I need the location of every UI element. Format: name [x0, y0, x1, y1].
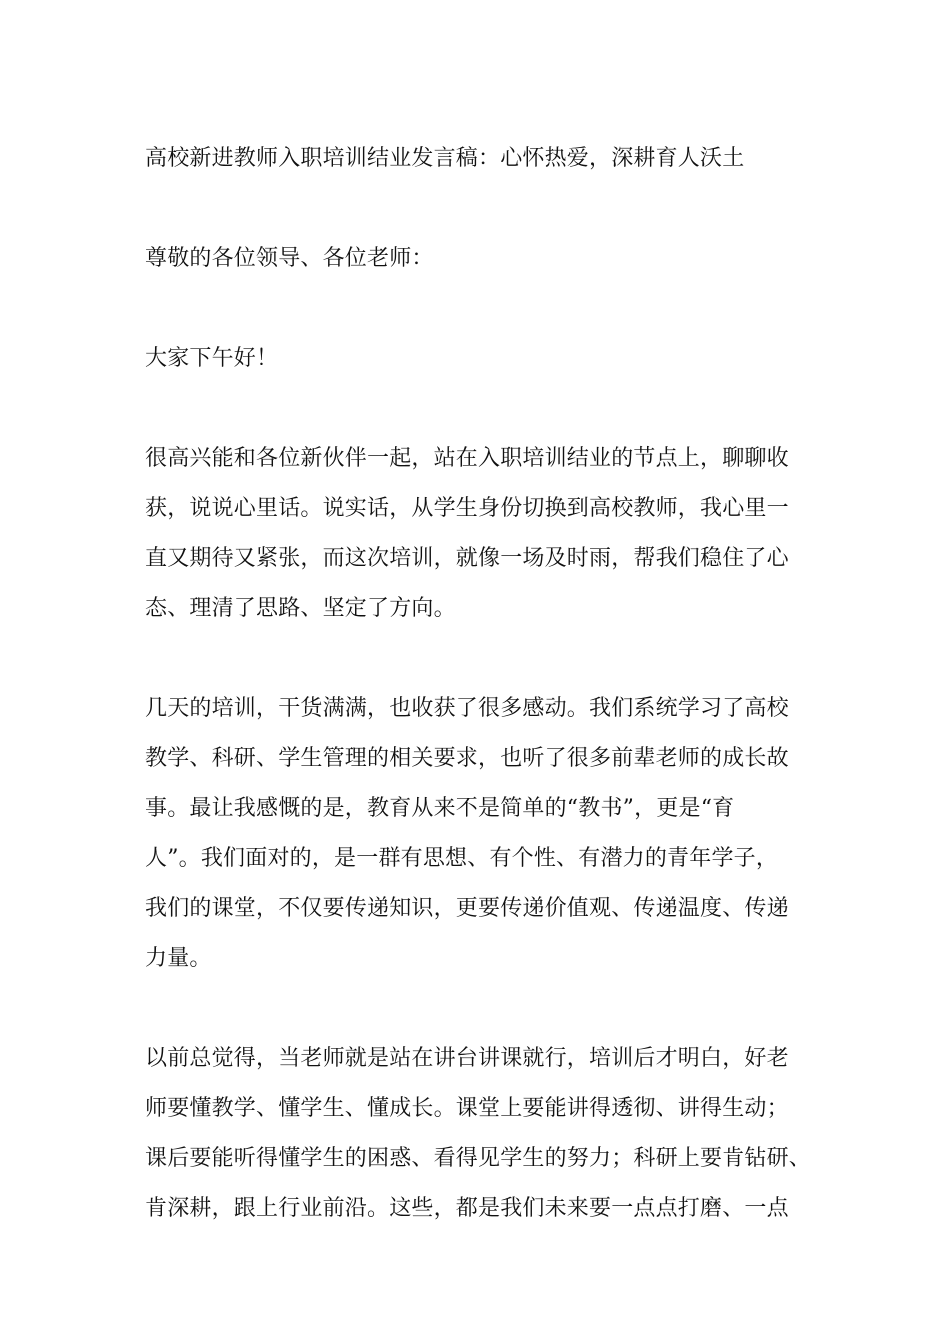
greeting: 大家下午好！: [145, 346, 279, 371]
paragraph-line: 力量。: [145, 946, 212, 971]
paragraph-line: 肯深耕，跟上行业前沿。这些，都是我们未来要一点点打磨、一点: [145, 1196, 789, 1221]
paragraph-line: 几天的培训，干货满满，也收获了很多感动。我们系统学习了高校: [145, 696, 789, 721]
paragraph-line: 直又期待又紧张，而这次培训，就像一场及时雨，帮我们稳住了心: [145, 546, 789, 571]
paragraph-line: 教学、科研、学生管理的相关要求，也听了很多前辈老师的成长故: [145, 746, 789, 771]
paragraph-3: [145, 1034, 825, 1234]
paragraph-1: [145, 434, 825, 634]
paragraph-line: 师要懂教学、懂学生、懂成长。课堂上要能讲得透彻、讲得生动；: [145, 1096, 789, 1121]
paragraph-line: 课后要能听得懂学生的困惑、看得见学生的努力；科研上要肯钻研、: [145, 1146, 812, 1171]
paragraph-line: 以前总觉得，当老师就是站在讲台讲课就行，培训后才明白，好老: [145, 1046, 789, 1071]
document-body: [145, 134, 825, 1234]
paragraph-line: 人”。我们面对的，是一群有思想、有个性、有潜力的青年学子，: [145, 846, 779, 871]
paragraph-2: [145, 684, 825, 984]
paragraph-line: 我们的课堂，不仅要传递知识，更要传递价值观、传递温度、传递: [145, 896, 789, 921]
paragraph-line: 获，说说心里话。说实话，从学生身份切换到高校教师，我心里一: [145, 496, 789, 521]
paragraph-line: 态、理清了思路、坚定了方向。: [145, 596, 456, 621]
document-title: 高校新进教师入职培训结业发言稿：心怀热爱，深耕育人沃土: [145, 146, 745, 171]
paragraph-line: 很高兴能和各位新伙伴一起，站在入职培训结业的节点上，聊聊收: [145, 446, 789, 471]
paragraph-line: 事。最让我感慨的是，教育从来不是简单的“教书”，更是“育: [145, 796, 735, 821]
salutation: 尊敬的各位领导、各位老师：: [145, 246, 434, 271]
